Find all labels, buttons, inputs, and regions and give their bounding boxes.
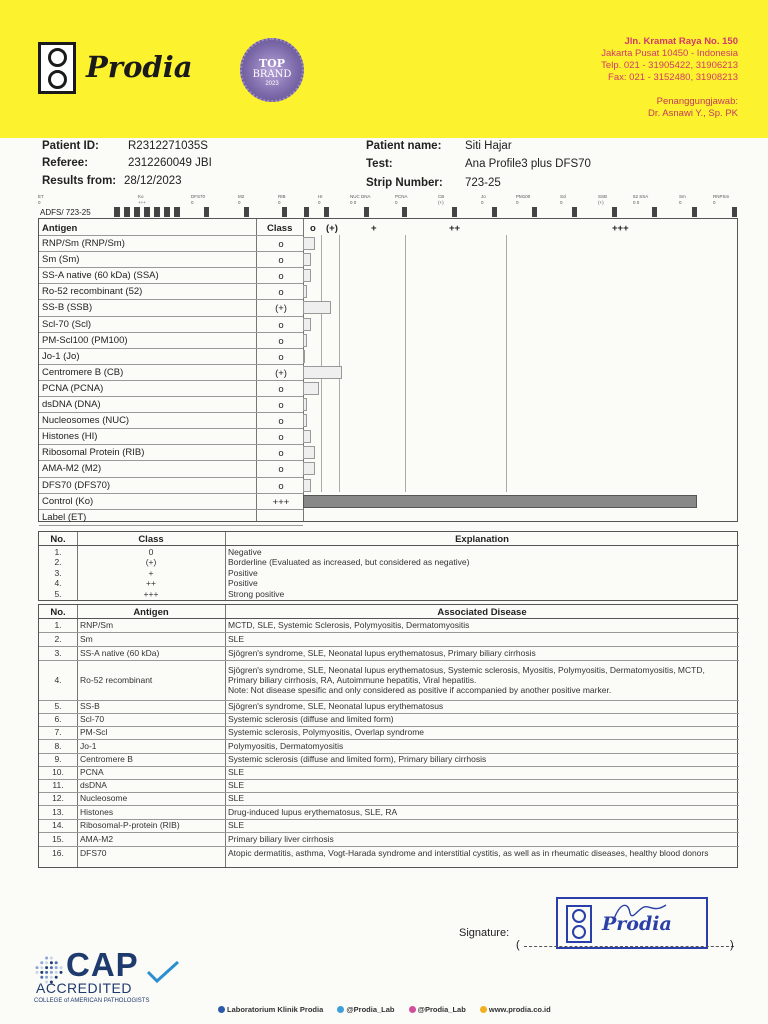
instagram-link[interactable]: @Prodia_Lab: [409, 1005, 466, 1014]
row-divider: [39, 460, 303, 461]
strip-band-block: [144, 207, 150, 217]
strip-value: 0: [395, 200, 398, 205]
header-divider: [39, 545, 739, 546]
antigen-name: Scl-70 (Scl): [42, 318, 92, 330]
scale-gridline: [506, 235, 507, 492]
antigen-name: SS-B (SSB): [42, 302, 93, 314]
disease-row-antigen: RNP/Sm: [80, 620, 114, 630]
disease-row-no: 1.: [54, 620, 62, 630]
strip-band-block: [572, 207, 577, 217]
cap-dot: [45, 976, 48, 979]
strip-label: Jo: [481, 194, 486, 199]
cap-dot: [50, 971, 53, 974]
test-name: Ana Profile3 plus DFS70: [465, 158, 591, 170]
row-divider: [39, 509, 303, 510]
antigen-class: o: [278, 271, 284, 283]
strip-value: 0: [481, 200, 484, 205]
strip-value: 0: [278, 200, 281, 205]
intensity-bar: [303, 495, 697, 508]
cap-dot: [55, 961, 58, 964]
stamp-logo-icon: [566, 905, 592, 943]
disease-no-header: No.: [50, 607, 66, 618]
strip-label: CB: [438, 194, 445, 199]
header-divider: [39, 618, 739, 619]
row-divider: [39, 332, 303, 333]
disease-row-antigen: Sm: [80, 633, 93, 644]
row-divider: [39, 267, 303, 268]
class-explanation-table: [38, 531, 738, 601]
row-divider: [39, 632, 739, 633]
disease-row-text: Note: Not disease spesific and only considered as positive if accompanied by another positive marker.: [228, 685, 612, 695]
disease-row-no: 9.: [54, 754, 62, 764]
strip-label: RIB: [278, 194, 286, 199]
table-column-divider: [225, 532, 226, 600]
class-row-class: +: [148, 567, 154, 578]
antigen-name: Jo-1 (Jo): [42, 350, 80, 362]
intensity-bar: [303, 430, 311, 443]
strip-label: M2: [238, 194, 245, 199]
referee: 2312260049 JBI: [128, 157, 212, 169]
disease-row-text: Drug-induced lupus erythematosus, SLE, RA: [228, 806, 398, 817]
intensity-bar: [303, 398, 307, 411]
cap-dot: [55, 971, 58, 974]
cap-logo-text: CAP: [66, 946, 139, 983]
website-link[interactable]: www.prodia.co.id: [480, 1005, 551, 1014]
strip-value: 0: [238, 200, 241, 205]
header-divider: [39, 235, 303, 236]
intensity-bar: [303, 318, 311, 331]
strip-band-block: [492, 207, 497, 217]
strip-label: 52 SSA: [633, 194, 649, 199]
instagram-icon: [409, 1006, 416, 1013]
disease-row-text: MCTD, SLE, Systemic Sclerosis, Polymyositis, Dermatomyositis: [228, 620, 470, 630]
results-date: 28/12/2023: [124, 175, 182, 187]
strip-number-label: Strip Number:: [366, 177, 443, 189]
row-divider: [39, 660, 739, 661]
disease-row-text: Polymyositis, Dermatomyositis: [228, 740, 344, 751]
strip-label: PCNA: [395, 194, 408, 199]
class-row-explanation: Positive: [228, 578, 258, 589]
row-divider: [39, 444, 303, 445]
strip-number: 723-25: [465, 177, 501, 189]
strip-value: 0: [516, 200, 519, 205]
strip-value: 0: [679, 200, 682, 205]
cap-dot: [36, 966, 39, 969]
antigen-class: o: [278, 239, 284, 250]
disease-row-no: 11.: [52, 780, 64, 790]
strip-band-block: [452, 207, 457, 217]
disease-row-text: SLE: [228, 793, 245, 804]
disease-row-antigen: PM-Scl: [80, 727, 108, 738]
facebook-link[interactable]: Laboratorium Klinik Prodia: [218, 1005, 323, 1014]
cap-dot: [40, 976, 43, 979]
class-row-class: 0: [148, 547, 154, 557]
disease-row-antigen: Histones: [80, 806, 114, 817]
scale-gridline: [321, 235, 322, 492]
antigen-class: o: [278, 255, 284, 267]
antigen-name: Sm (Sm): [42, 254, 80, 266]
cap-dot: [55, 976, 58, 979]
strip-band-block: [124, 207, 130, 217]
strip-label: NUC DNA: [350, 194, 371, 199]
disease-row-no: 3.: [54, 647, 62, 658]
disease-row-no: 13.: [52, 806, 64, 817]
strip-label: Sm: [679, 194, 686, 199]
cap-accredited: ACCREDITED: [36, 980, 133, 996]
class-header: Class: [138, 534, 164, 545]
disease-row-text: Systemic sclerosis (diffuse and limited form): [228, 714, 394, 724]
strip-band-block: [692, 207, 697, 217]
strip-label: Ko: [138, 194, 144, 199]
antigen-class: o: [278, 464, 284, 476]
signature-label: Signature:: [459, 927, 510, 939]
row-divider: [39, 832, 739, 833]
row-divider: [39, 646, 739, 647]
disease-row-no: 10.: [52, 767, 64, 777]
signature-paren-open: (: [516, 939, 520, 951]
strip-band-block: [304, 207, 309, 217]
disease-row-no: 14.: [52, 820, 64, 831]
row-divider: [39, 766, 739, 767]
class-row-class: +++: [143, 588, 159, 599]
class-row-no: 2.: [54, 557, 62, 568]
disease-row-no: 2.: [54, 633, 62, 644]
associated-disease-table: [38, 604, 738, 868]
intensity-bar: [303, 366, 342, 379]
intensity-bar: [303, 446, 315, 459]
disease-row-text: SLE: [228, 780, 245, 790]
class-row-class: ++: [146, 578, 156, 589]
disease-row-antigen: Centromere B: [80, 754, 133, 764]
patient-id: R2312271035S: [128, 140, 208, 152]
disease-row-no: 6.: [54, 714, 62, 724]
antigen-class: (+): [275, 367, 287, 379]
disease-row-text: Systemic sclerosis (diffuse and limited form), Primary biliary cirrhosis: [228, 754, 487, 764]
class-column-header: Class: [267, 223, 293, 234]
row-divider: [39, 316, 303, 317]
disease-row-antigen: Scl-70: [80, 714, 105, 724]
table-column-divider: [225, 605, 226, 867]
antigen-class: o: [278, 448, 284, 460]
cap-dot: [40, 961, 43, 964]
antigen-class: o: [278, 416, 284, 428]
footer-social: [218, 1005, 563, 1014]
antigen-class: o: [278, 335, 284, 347]
row-divider: [39, 477, 303, 478]
disease-row-antigen: Ribosomal-P-protein (RIB): [80, 820, 180, 831]
signature-line: [524, 946, 734, 947]
antigen-name: SS-A native (60 kDa) (SSA): [42, 270, 159, 282]
responsible-person: Penanggungjawab: Dr. Asnawi Y., Sp. PK: [648, 96, 738, 119]
disease-row-text: Sjögren's syndrome, SLE, Neonatal lupus erythematosus, Systemic sclerosis, Myositis, Polymyositis, Dermatomyositis, MCTD,: [228, 665, 705, 675]
explanation-header: Explanation: [455, 534, 509, 545]
row-divider: [39, 779, 739, 780]
row-divider: [39, 792, 739, 793]
cap-dot: [45, 957, 48, 960]
strip-value: 0 0: [633, 200, 640, 205]
results-table: [38, 218, 738, 522]
prodia-stamp: Prodia: [556, 897, 708, 949]
top-brand-badge-icon: TOP BRAND 2023: [240, 38, 304, 102]
intensity-bar: [303, 301, 331, 314]
strip-value: 0: [560, 200, 563, 205]
disease-row-no: 12.: [52, 793, 64, 804]
class-no-header: No.: [50, 534, 66, 545]
antigen-name: Centromere B (CB): [42, 366, 124, 378]
antigen-class: o: [278, 432, 284, 444]
antigen-name: Ro-52 recombinant (52): [42, 286, 143, 298]
strip-band-block: [324, 207, 329, 217]
row-divider: [39, 525, 303, 526]
signature-paren-close: ): [730, 939, 734, 951]
disease-row-text: Primary biliary cirrhosis, RA, Autoimmune hepatitis, Viral hepatitis.: [228, 675, 477, 685]
cap-dot: [40, 966, 43, 969]
facebook-icon: [218, 1006, 225, 1013]
results-date-label: Results from:: [42, 175, 117, 187]
disease-row-text: Systemic sclerosis, Polymyositis, Overlap syndrome: [228, 727, 425, 738]
disease-row-antigen: PCNA: [80, 767, 104, 777]
strip-band-block: [612, 207, 617, 217]
antigen-class: o: [278, 351, 284, 363]
disease-antigen-header: Antigen: [133, 607, 169, 618]
cap-dot: [50, 976, 53, 979]
cap-dot: [45, 961, 48, 964]
antigen-name: Nucleosomes (NUC): [42, 415, 130, 427]
strip-label: RNPSm: [713, 194, 730, 199]
patient-name-label: Patient name:: [366, 140, 442, 152]
strip-band-block: [532, 207, 537, 217]
strip-band-block: [154, 207, 160, 217]
row-divider: [39, 412, 303, 413]
intensity-bar: [303, 285, 307, 298]
intensity-bar: [303, 253, 311, 266]
disease-row-antigen: SS-B: [80, 701, 100, 712]
row-divider: [39, 299, 303, 300]
strip-band-label: ADFS/ 723-25: [40, 208, 91, 217]
disease-row-no: 8.: [54, 740, 62, 751]
strip-label: DFS70: [191, 194, 206, 199]
disease-row-text: SLE: [228, 633, 245, 644]
strip-label: HI: [318, 194, 323, 199]
strip-label: SSB: [598, 194, 608, 199]
class-row-explanation: Strong positive: [228, 588, 285, 599]
cap-dot: [50, 957, 53, 960]
strip-scan-band: [38, 207, 738, 217]
antigen-column-header: Antigen: [42, 223, 78, 234]
cap-dot: [60, 971, 63, 974]
strip-value: 0: [191, 200, 194, 205]
antigen-class: o: [278, 319, 284, 331]
disease-row-text: SLE: [228, 820, 245, 831]
globe-icon: [480, 1006, 487, 1013]
disease-row-no: 5.: [54, 701, 62, 712]
strip-value: 0 0: [350, 200, 357, 205]
intensity-bar: [303, 334, 307, 347]
row-divider: [39, 739, 739, 740]
cap-dot: [40, 971, 43, 974]
row-divider: [39, 348, 303, 349]
row-divider: [39, 846, 739, 847]
strip-band-block: [134, 207, 140, 217]
row-divider: [39, 251, 303, 252]
patient-id-label: Patient ID:: [42, 140, 99, 152]
strip-band-block: [204, 207, 209, 217]
strip-band-block: [174, 207, 180, 217]
strip-value: (+): [598, 200, 604, 205]
associated-disease-header: Associated Disease: [437, 607, 527, 618]
disease-row-text: Primary biliary liver cirrhosis: [228, 833, 334, 844]
strip-value: 0: [713, 200, 716, 205]
cap-dot: [60, 966, 63, 969]
cap-dot: [36, 971, 39, 974]
disease-row-no: 4.: [54, 675, 62, 685]
row-divider: [39, 380, 303, 381]
row-divider: [39, 364, 303, 365]
strip-band-block: [652, 207, 657, 217]
row-divider: [39, 428, 303, 429]
lab-address: Jln. Kramat Raya No. 150 Jakarta Pusat 10450 - Indonesia Telp. 021 - 31905422, 31906213 Fax: 021 - 3152480, 31908213: [601, 36, 738, 83]
twitter-icon: [337, 1006, 344, 1013]
class-3plus-header: +++: [612, 223, 629, 234]
antigen-class: o: [278, 480, 284, 492]
strip-band-block: [282, 207, 287, 217]
intensity-bar: [303, 237, 315, 250]
strip-label: Scl: [560, 194, 567, 199]
row-divider: [39, 396, 303, 397]
class-row-no: 1.: [54, 547, 62, 557]
handwritten-signature-icon: [610, 899, 670, 925]
strip-band-block: [114, 207, 120, 217]
antigen-name: RNP/Sm (RNP/Sm): [42, 238, 125, 249]
disease-row-no: 7.: [54, 727, 62, 738]
class-plus-header: +: [371, 223, 377, 234]
strip-value: 0: [318, 200, 321, 205]
strip-band-block: [244, 207, 249, 217]
disease-row-text: Sjögren's syndrome, SLE, Neonatal lupus erythematosus, Primary biliary cirrhosis: [228, 647, 536, 658]
intensity-bar: [303, 269, 311, 282]
row-divider: [39, 493, 303, 494]
patient-name: Siti Hajar: [465, 140, 512, 152]
class-row-no: 4.: [54, 578, 62, 589]
scale-gridline: [405, 235, 406, 492]
strip-band-block: [364, 207, 369, 217]
disease-row-text: SLE: [228, 767, 245, 777]
antigen-name: DFS70 (DFS70): [42, 479, 111, 491]
intensity-bar: [303, 462, 315, 475]
twitter-link[interactable]: @Prodia_Lab: [337, 1005, 394, 1014]
antigen-name: Label (ET): [42, 511, 87, 523]
strip-band-block: [732, 207, 737, 217]
cap-college: COLLEGE of AMERICAN PATHOLOGISTS: [34, 998, 150, 1004]
antigen-name: PCNA (PCNA): [42, 382, 104, 394]
referee-label: Referee:: [42, 157, 89, 169]
cap-dot: [45, 971, 48, 974]
antigen-name: Histones (HI): [42, 431, 98, 443]
disease-row-antigen: Nucleosome: [80, 793, 128, 804]
cap-dot: [55, 966, 58, 969]
antigen-name: Control (Ko): [42, 495, 94, 507]
antigen-name: PM-Scl100 (PM100): [42, 334, 128, 346]
table-column-divider: [77, 605, 78, 867]
class-row-no: 5.: [54, 588, 62, 599]
checkmark-icon: [146, 960, 180, 984]
cap-dot: [50, 961, 53, 964]
antigen-class: o: [278, 383, 284, 395]
antigen-class: +++: [272, 496, 290, 508]
strip-value: 0: [38, 200, 41, 205]
disease-row-antigen: Jo-1: [80, 740, 97, 751]
disease-row-antigen: SS-A native (60 kDa): [80, 647, 160, 658]
intensity-bar: [303, 350, 305, 363]
strip-label: PM100: [516, 194, 531, 199]
scale-gridline: [339, 235, 340, 492]
disease-row-antigen: Ro-52 recombinant: [80, 675, 153, 685]
antigen-class: o: [278, 287, 284, 299]
strip-value: +++: [138, 200, 146, 205]
disease-row-antigen: AMA-M2: [80, 833, 114, 844]
class-row-class: (+): [145, 557, 157, 568]
antigen-name: Ribosomal Protein (RIB): [42, 447, 145, 459]
strip-scan-labels: [38, 193, 738, 207]
brand-name: Prodia: [86, 50, 193, 84]
disease-row-text: Atopic dermatitis, asthma, Vogt-Harada syndrome and interstitial cystitis, as well as in rheumatic diseases, healthy blood donors: [228, 847, 709, 858]
strip-band-block: [164, 207, 170, 217]
class-row-no: 3.: [54, 567, 62, 578]
strip-value: (+): [438, 200, 444, 205]
antigen-class: (+): [275, 303, 287, 315]
prodia-logo-icon: [38, 42, 76, 94]
cap-dot: [45, 966, 48, 969]
intensity-bar: [303, 414, 307, 427]
test-label: Test:: [366, 158, 393, 170]
disease-row-text: Sjögren's syndrome, SLE, Neonatal lupus erythematosus: [228, 701, 444, 712]
strip-label: ET: [38, 194, 44, 199]
antigen-class: o: [278, 400, 284, 411]
cap-dot: [50, 966, 53, 969]
disease-row-no: 16.: [52, 847, 64, 858]
class-0-header: o: [310, 223, 316, 234]
strip-band-block: [402, 207, 407, 217]
intensity-bar: [303, 479, 311, 492]
class-row-explanation: Negative: [228, 547, 262, 557]
intensity-bar: [303, 382, 319, 395]
disease-row-antigen: dsDNA: [80, 780, 107, 790]
class-row-explanation: Borderline (Evaluated as increased, but considered as negative): [228, 557, 470, 568]
antigen-name: AMA-M2 (M2): [42, 463, 102, 475]
disease-row-no: 15.: [52, 833, 64, 844]
antigen-name: dsDNA (DNA): [42, 399, 101, 410]
disease-row-antigen: DFS70: [80, 847, 107, 858]
class-2plus-header: ++: [449, 223, 461, 234]
row-divider: [39, 283, 303, 284]
class-borderline-header: (+): [326, 223, 338, 234]
class-row-explanation: Positive: [228, 567, 258, 578]
